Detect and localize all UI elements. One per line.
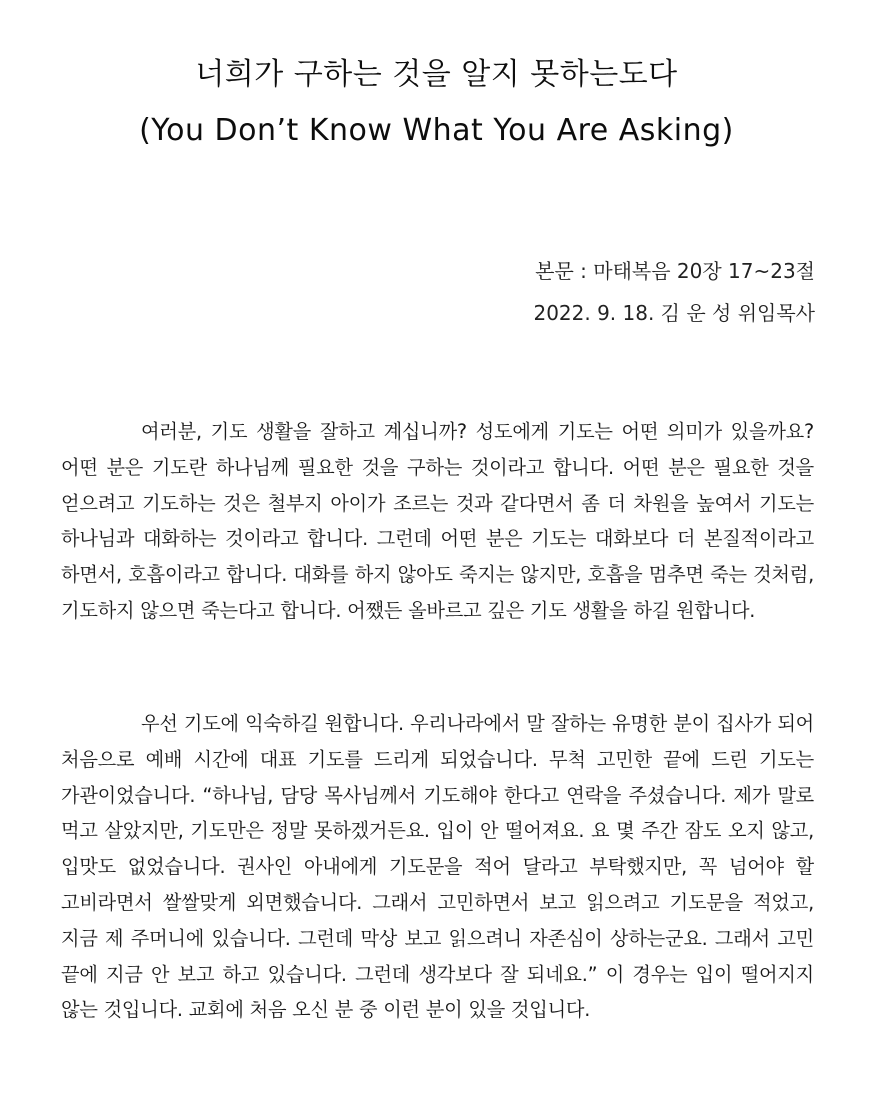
page-title-english: (You Don’t Know What You Are Asking): [139, 113, 734, 148]
date-and-author: 2022. 9. 18. 김 운 성 위임목사: [533, 301, 815, 325]
scripture-reference: 본문 : 마태복음 20장 17~23절: [535, 259, 815, 283]
body-paragraph: 우선 기도에 익숙하길 원합니다. 우리나라에서 말 잘하는 유명한 분이 집사가 되어 처음으로 예배 시간에 대표 기도를 드리게 되었습니다. 무척 고민한 끝에 드린 기도는 가관이었습니다. “하나님, 담당 목사님께서 기도해야 한다고 연락을 주셨습니다. 제가 말로 먹고 살았지만, 기도만은 정말 못하겠거든요. 입이 안 떨어져요. 요 몇 주간 잠도 오지 않고, 입맛도 없었습니다. 권사인 아내에게 기도문을 적어 달라고 부탁했지만, 꼭 넘어야 할 고비라면서 쌀쌀맞게 외면했습니다. 그래서 고민하면서 보고 읽으려고 기도문을 적었고, 지금 제 주머니에 있습니다. 그런데 막상 보고 읽으려니 자존심이 상하는군요. 그래서 고민 끝에 지금 안 보고 하고 있습니다. 그런데 생각보다 잘 되네요.” 이 경우는 입이 떨어지지 않는 것입니다. 교회에 처음 오신 분 중 이런 분이 있을 것입니다.: [61, 712, 814, 1022]
body-paragraph: 여러분, 기도 생활을 잘하고 계십니까? 성도에게 기도는 어떤 의미가 있을까요? 어떤 분은 기도란 하나님께 필요한 것을 구하는 것이라고 합니다. 어떤 분은 필요한 것을 얻으려고 기도하는 것은 철부지 아이가 조르는 것과 같다면서 좀 더 차원을 높여서 기도는 하나님과 대화하는 것이라고 합니다. 그런데 어떤 분은 기도는 대화보다 더 본질적이라고 하면서, 호흡이라고 합니다. 대화를 하지 않아도 죽지는 않지만, 호흡을 멈추면 죽는 것처럼, 기도하지 않으면 죽는다고 합니다. 어쨌든 올바르고 깊은 기도 생활을 하길 원합니다.: [61, 420, 814, 622]
page-title-korean: 너희가 구하는 것을 알지 못하는도다: [195, 57, 678, 92]
